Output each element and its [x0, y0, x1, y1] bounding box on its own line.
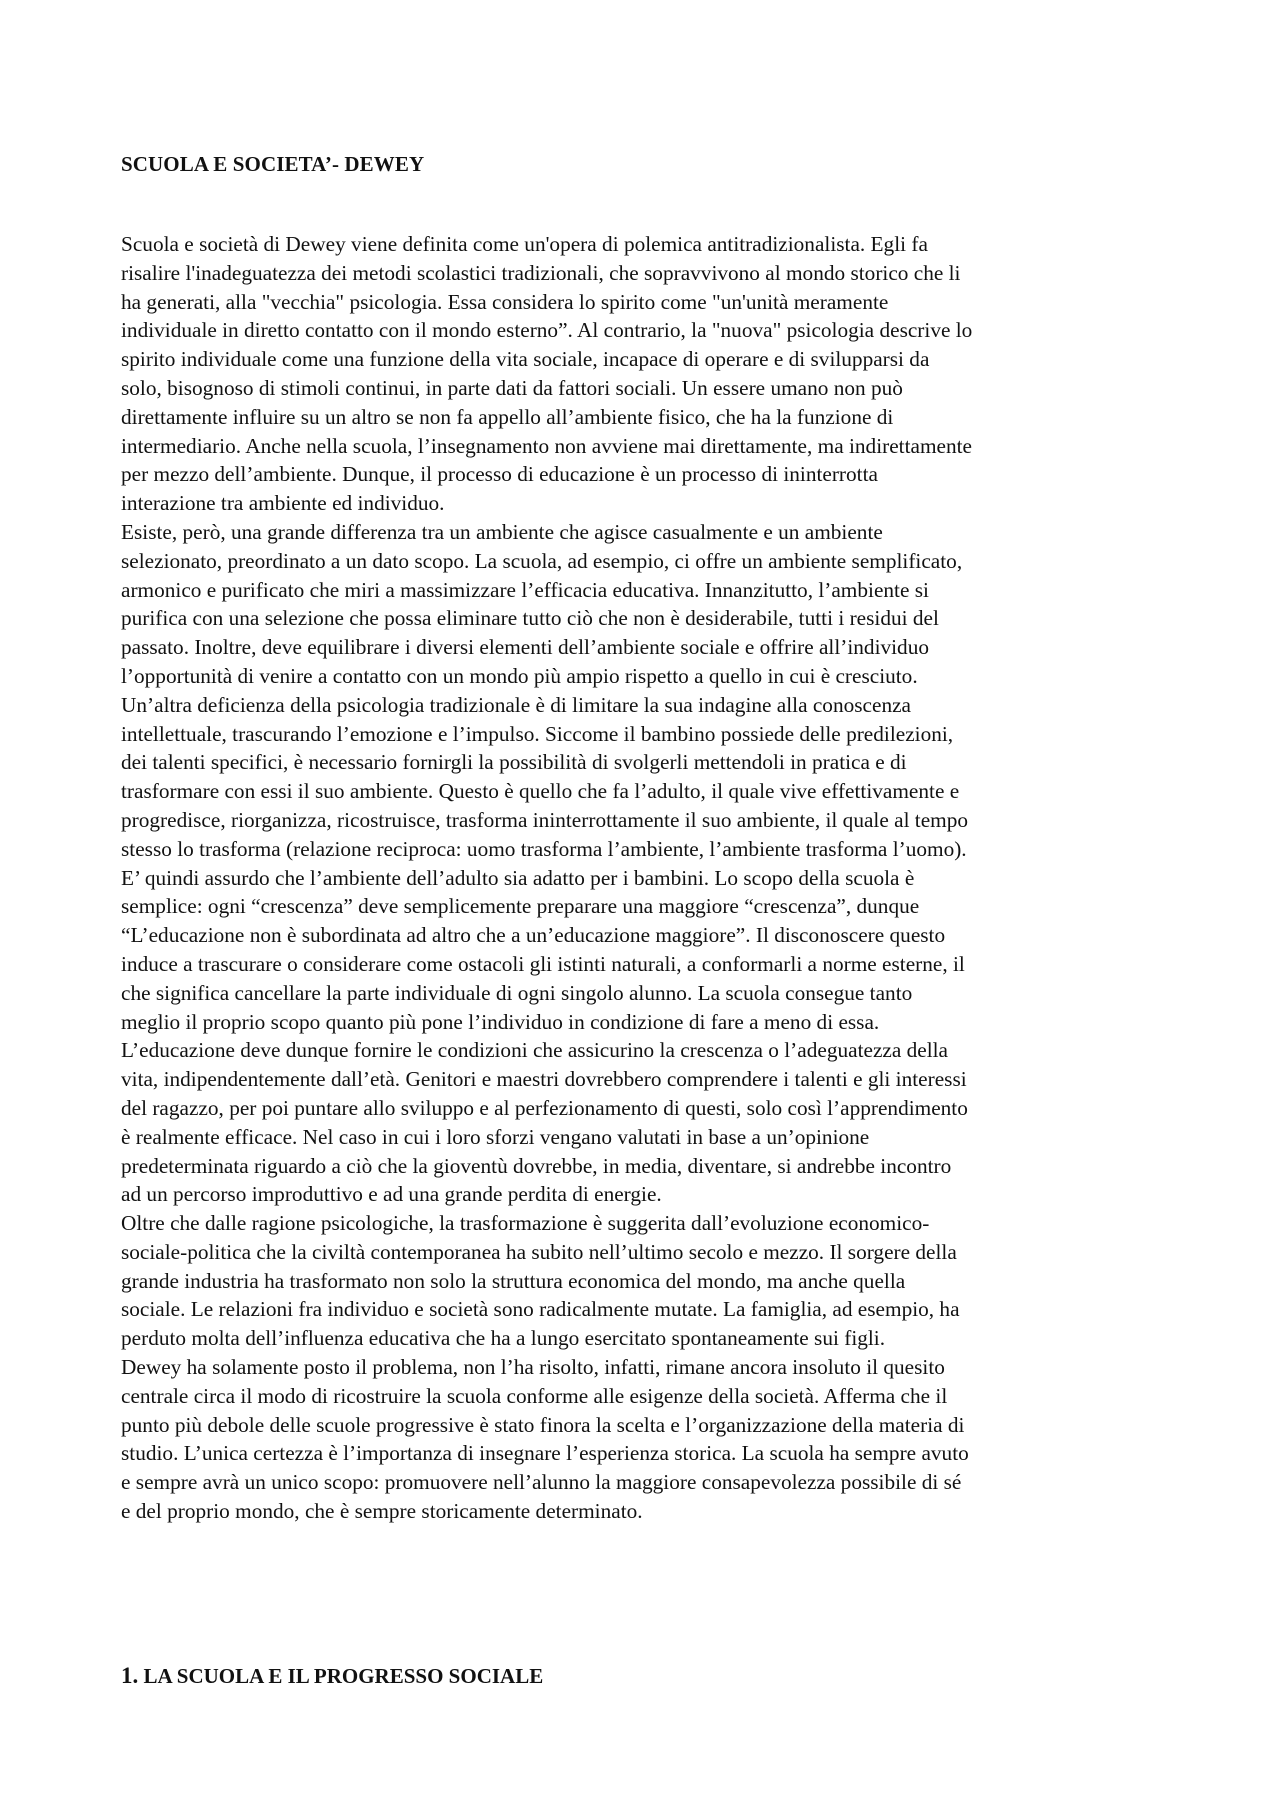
body-line: progredisce, riorganizza, ricostruisce, trasforma ininterrottamente il suo ambiente, il quale al tempo [121, 807, 969, 832]
body-line: selezionato, preordinato a un dato scopo. La scuola, ad esempio, ci offre un ambiente semplificato, [121, 548, 963, 573]
body-line: sociale. Le relazioni fra individuo e società sono radicalmente mutate. La famiglia, ad esempio, ha [121, 1297, 960, 1322]
body-line: L’educazione deve dunque fornire le condizioni che assicurino la crescenza o l’adeguatezza della [121, 1038, 949, 1063]
body-line: E’ quindi assurdo che l’ambiente dell’adulto sia adatto per i bambini. Lo scopo della scuola è [121, 865, 915, 890]
section-heading [121, 1662, 543, 1690]
body-line: e del proprio mondo, che è sempre storicamente determinato. [121, 1499, 643, 1524]
body-line: Oltre che dalle ragione psicologiche, la trasformazione è suggerita dall’evoluzione economico- [121, 1211, 930, 1236]
body-line: Esiste, però, una grande differenza tra un ambiente che agisce casualmente e un ambiente [121, 519, 883, 544]
body-line: trasformare con essi il suo ambiente. Questo è quello che fa l’adulto, il quale vive effettivamente e [121, 779, 960, 804]
body-line: direttamente influire su un altro se non fa appello all’ambiente fisico, che ha la funzione di [121, 404, 894, 429]
document-title: SCUOLA E SOCIETA’- DEWEY [121, 152, 425, 176]
body-line: intellettuale, trascurando l’emozione e l’impulso. Siccome il bambino possiede delle predilezioni, [121, 721, 954, 746]
body-line: induce a trascurare o considerare come ostacoli gli istinti naturali, a conformarli a norme esterne, il [121, 951, 965, 976]
body-line: predeterminata riguardo a ciò che la gioventù dovrebbe, in media, diventare, si andrebbe incontro [121, 1153, 952, 1178]
body-line: e sempre avrà un unico scopo: promuovere nell’alunno la maggiore consapevolezza possibile di sé [121, 1470, 962, 1495]
body-line: ha generati, alla "vecchia" psicologia. Essa considera lo spirito come "un'unità meramente [121, 289, 889, 314]
document-body [121, 230, 1161, 1526]
body-line: stesso lo trasforma (relazione reciproca: uomo trasforma l’ambiente, l’ambiente trasforma l’uomo). [121, 836, 967, 861]
body-line: ad un percorso improduttivo e ad una grande perdita di energie. [121, 1182, 662, 1207]
body-line: è realmente efficace. Nel caso in cui i loro sforzi vengano valutati in base a un’opinione [121, 1124, 870, 1149]
body-line: dei talenti specifici, è necessario fornirgli la possibilità di svolgerli mettendoli in pratica e di [121, 750, 907, 775]
body-line: punto più debole delle scuole progressive è stato finora la scelta e l’organizzazione della materia di [121, 1412, 965, 1437]
body-line: risalire l'inadeguatezza dei metodi scolastici tradizionali, che sopravvivono al mondo storico che li [121, 260, 961, 285]
body-line: passato. Inoltre, deve equilibrare i diversi elementi dell’ambiente sociale e offrire all’individuo [121, 635, 930, 660]
body-line: purifica con una selezione che possa eliminare tutto ciò che non è desiderabile, tutti i residui del [121, 606, 939, 631]
body-line: spirito individuale come una funzione della vita sociale, incapace di operare e di svilupparsi da [121, 347, 930, 372]
body-line: vita, indipendentemente dall’età. Genitori e maestri dovrebbero comprendere i talenti e gli interessi [121, 1067, 967, 1092]
body-line: l’opportunità di venire a contatto con un mondo più ampio rispetto a quello in cui è cresciuto. [121, 663, 918, 688]
body-line: “L’educazione non è subordinata ad altro che a un’educazione maggiore”. Il disconoscere questo [121, 923, 946, 948]
body-line: grande industria ha trasformato non solo la struttura economica del mondo, ma anche quella [121, 1268, 906, 1293]
body-line: meglio il proprio scopo quanto più pone l’individuo in condizione di fare a meno di essa. [121, 1009, 880, 1034]
body-line: individuale in diretto contatto con il mondo esterno”. Al contrario, la "nuova" psicologia descrive lo [121, 318, 973, 343]
body-line: studio. L’unica certezza è l’importanza di insegnare l’esperienza storica. La scuola ha sempre avuto [121, 1441, 969, 1466]
body-line: per mezzo dell’ambiente. Dunque, il processo di educazione è un processo di ininterrotta [121, 462, 878, 487]
section-title: LA SCUOLA E IL PROGRESSO SOCIALE [138, 1664, 544, 1688]
body-line: perduto molta dell’influenza educativa che ha a lungo esercitato spontaneamente sui figli. [121, 1326, 886, 1351]
body-line: centrale circa il modo di ricostruire la scuola conforme alle esigenze della società. Afferma che il [121, 1383, 948, 1408]
body-line: del ragazzo, per poi puntare allo sviluppo e al perfezionamento di questi, solo così l’apprendimento [121, 1095, 968, 1120]
body-line: semplice: ogni “crescenza” deve semplicemente preparare una maggiore “crescenza”, dunque [121, 894, 920, 919]
body-line: intermediario. Anche nella scuola, l’insegnamento non avviene mai direttamente, ma indirettamente [121, 433, 972, 458]
section-number: 1. [121, 1663, 139, 1688]
body-line: armonico e purificato che miri a massimizzare l’efficacia educativa. Innanzitutto, l’ambiente si [121, 577, 929, 602]
body-line: interazione tra ambiente ed individuo. [121, 491, 445, 516]
body-line: Un’altra deficienza della psicologia tradizionale è di limitare la sua indagine alla conoscenza [121, 692, 911, 717]
body-line: che significa cancellare la parte individuale di ogni singolo alunno. La scuola consegue tanto [121, 980, 913, 1005]
document-page [121, 150, 1161, 1526]
body-line: Dewey ha solamente posto il problema, non l’ha risolto, infatti, rimane ancora insoluto il quesito [121, 1355, 945, 1380]
body-line: Scuola e società di Dewey viene definita come un'opera di polemica antitradizionalista. Egli fa [121, 232, 928, 256]
body-line: sociale-politica che la civiltà contemporanea ha subito nell’ultimo secolo e mezzo. Il sorgere della [121, 1239, 957, 1264]
body-line: solo, bisognoso di stimoli continui, in parte dati da fattori sociali. Un essere umano non può [121, 375, 903, 400]
